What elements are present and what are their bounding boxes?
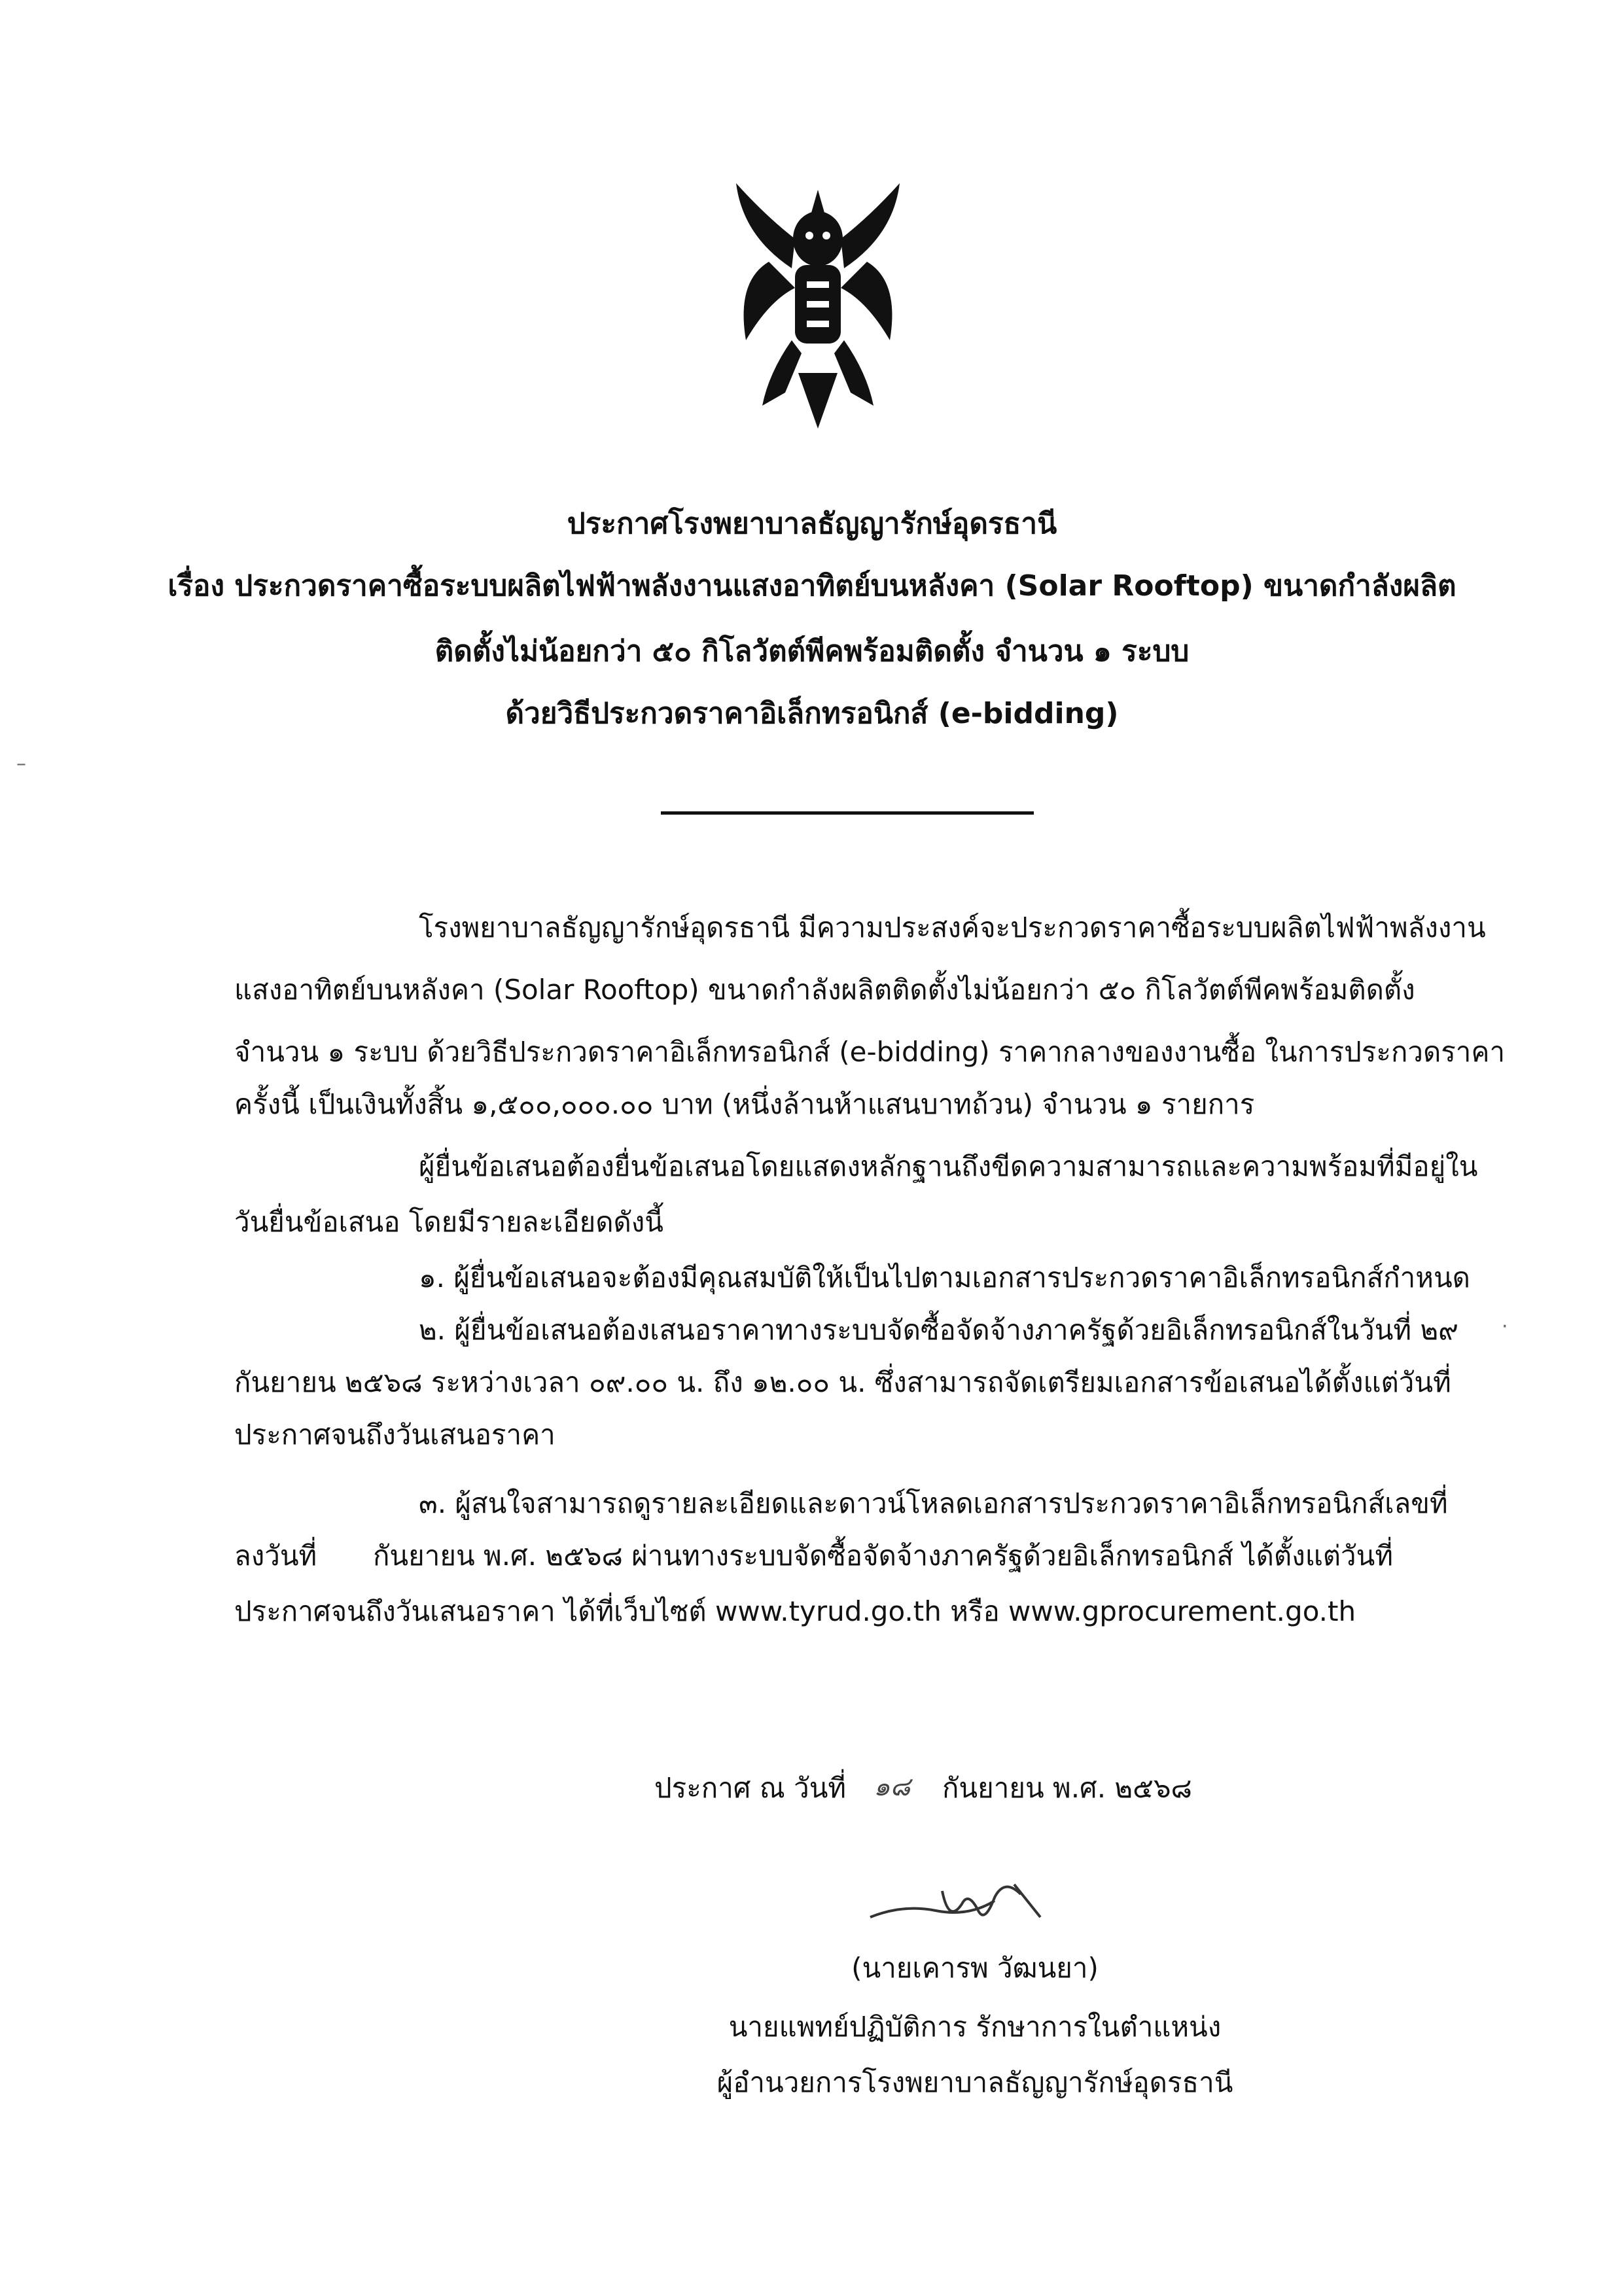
announce-date-prefix: ประกาศ ณ วันที่ [654, 1772, 847, 1804]
paragraph-1-line-3: จำนวน ๑ ระบบ ด้วยวิธีประกวดราคาอิเล็กทรอนิกส์ (e-bidding) ราคากลางของงานซื้อ ในการประกวดราคา [234, 1036, 1506, 1068]
paragraph-1-line-4: ครั้งนี้ เป็นเงินทั้งสิ้น ๑,๕๐๐,๐๐๐.๐๐ บาท (หนึ่งล้านห้าแสนบาทถ้วน) จำนวน ๑ รายการ [234, 1088, 1255, 1120]
paragraph-2-line-1: ผู้ยื่นข้อเสนอต้องยื่นข้อเสนอโดยแสดงหลักฐานถึงขีดความสามารถและความพร้อมที่มีอยู่ใน [419, 1150, 1478, 1182]
list-item-2-line-1: ๒. ผู้ยื่นข้อเสนอต้องเสนอราคาทางระบบจัดซื้อจัดจ้างภาครัฐด้วยอิเล็กทรอนิกส์ในวันที่ ๒๙ [419, 1314, 1458, 1346]
list-item-3-line-2b: กันยายน พ.ศ. ๒๕๖๘ ผ่านทางระบบจัดซื้อจัดจ้างภาครัฐด้วยอิเล็กทรอนิกส์ ได้ตั้งแต่วันที่ [373, 1540, 1394, 1572]
announce-day-handwritten: ๑๘ [874, 1772, 911, 1802]
list-item-3-line-2a: ลงวันที่ [234, 1540, 317, 1572]
signer-position-2: ผู้อำนวยการโรงพยาบาลธัญญารักษ์อุดรธานี [716, 2066, 1233, 2098]
title-line-4: ด้วยวิธีประกวดราคาอิเล็กทรอนิกส์ (e-bidding) [505, 697, 1119, 730]
garuda-emblem-icon [730, 177, 906, 432]
list-item-2-line-2: กันยายน ๒๕๖๘ ระหว่างเวลา ๐๙.๐๐ น. ถึง ๑๒.๐๐ น. ซึ่งสามารถจัดเตรียมเอกสารข้อเสนอได้ตั้งแต่วันที่ [234, 1366, 1451, 1398]
signer-name: (นายเคารพ วัฒนยา) [851, 1952, 1099, 1984]
list-item-3-line-1: ๓. ผู้สนใจสามารถดูรายละเอียดและดาวน์โหลดเอกสารประกวดราคาอิเล็กทรอนิกส์เลขที่ [419, 1487, 1448, 1519]
title-line-2: เรื่อง ประกวดราคาซื้อระบบผลิตไฟฟ้าพลังงานแสงอาทิตย์บนหลังคา (Solar Rooftop) ขนาดกำลังผลิต [168, 569, 1456, 603]
list-item-3-line-3: ประกาศจนถึงวันเสนอราคา ได้ที่เว็บไซต์ www.tyrud.go.th หรือ www.gprocurement.go.th [234, 1595, 1356, 1627]
paragraph-1-line-2: แสงอาทิตย์บนหลังคา (Solar Rooftop) ขนาดกำลังผลิตติดตั้งไม่น้อยกว่า ๕๐ กิโลวัตต์พีคพร้อมติดตั้ง [234, 974, 1415, 1006]
paragraph-1-line-1: โรงพยาบาลธัญญารักษ์อุดรธานี มีความประสงค์จะประกวดราคาซื้อระบบผลิตไฟฟ้าพลังงาน [419, 911, 1486, 944]
signer-position-1: นายแพทย์ปฏิบัติการ รักษาการในตำแหน่ง [728, 2011, 1222, 2043]
signature-mark [864, 1865, 1047, 1937]
title-line-1: ประกาศโรงพยาบาลธัญญารักษ์อุดรธานี [567, 507, 1057, 540]
list-item-1: ๑. ผู้ยื่นข้อเสนอจะต้องมีคุณสมบัติให้เป็นไปตามเอกสารประกวดราคาอิเล็กทรอนิกส์กำหนด [419, 1262, 1470, 1294]
scan-mark-left: – [16, 752, 26, 775]
list-item-2-line-3: ประกาศจนถึงวันเสนอราคา [234, 1419, 556, 1451]
title-divider [661, 811, 1034, 815]
scan-mark-right: · [1502, 1315, 1508, 1338]
announce-date-suffix: กันยายน พ.ศ. ๒๕๖๘ [942, 1772, 1192, 1804]
paragraph-2-line-2: วันยื่นข้อเสนอ โดยมีรายละเอียดดังนี้ [234, 1206, 663, 1238]
title-line-3: ติดตั้งไม่น้อยกว่า ๕๐ กิโลวัตต์พีคพร้อมติดตั้ง จำนวน ๑ ระบบ [434, 635, 1190, 668]
